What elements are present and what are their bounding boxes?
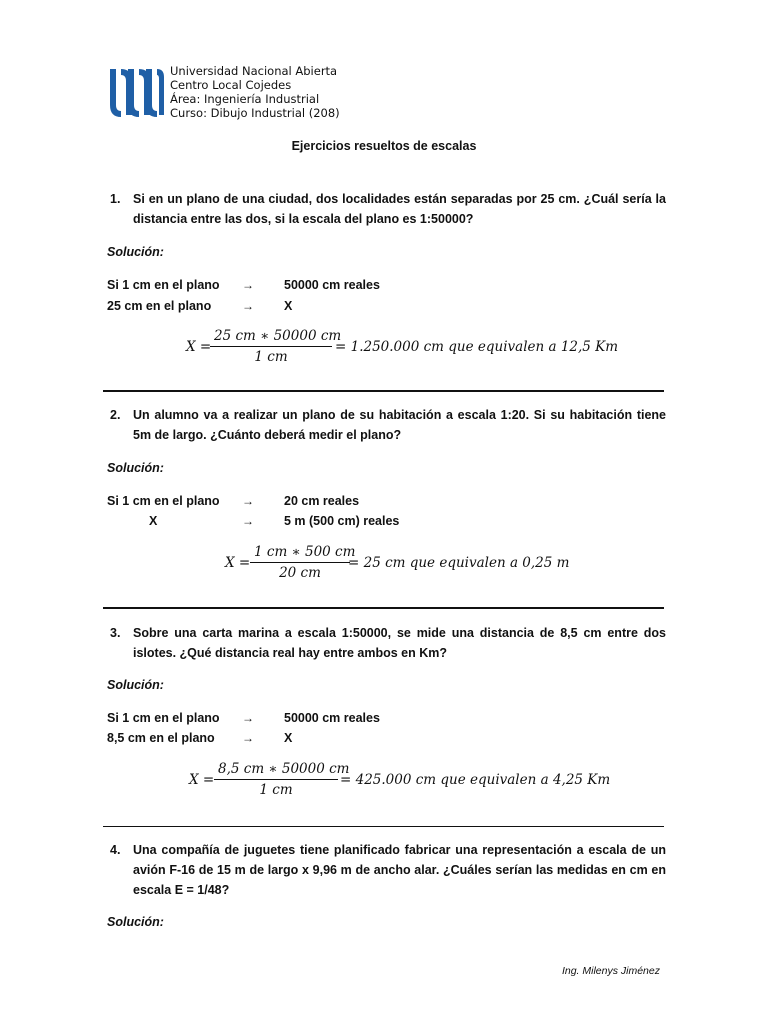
problem-text: Sobre una carta marina a escala 1:50000, se mide una distancia de 8,5 cm entre dos islotes. ¿Qué distancia real hay entre ambos en Km? [133, 626, 666, 660]
solution-label: Solución: [107, 461, 164, 475]
rule-row-right: X [284, 731, 293, 745]
problem-number: 4. [110, 843, 121, 857]
section-divider [103, 826, 664, 827]
rule-row-left: Si 1 cm en el plano [107, 711, 220, 725]
problem-number: 1. [110, 192, 121, 206]
problem-2 [110, 405, 666, 445]
rule-row-right: 5 m (500 cm) reales [284, 514, 400, 528]
problem-text: Una compañía de juguetes tiene planificado fabricar una representación a escala de un avión F-16 de 15 m de largo x 9,96 m de ancho alar. ¿Cuáles serían las medidas en cm en escala E = 1/48? [133, 843, 666, 897]
rule-row-left: Si 1 cm en el plano [107, 494, 220, 508]
document-title: Ejercicios resueltos de escalas [291, 139, 477, 153]
rule-row-left: 8,5 cm en el plano [107, 731, 215, 745]
equation-result: = 425.000 cm que equivalen a 4,25 Km [340, 772, 611, 788]
arrow-icon: → [242, 731, 254, 745]
equation-lhs: X = [225, 555, 251, 571]
problem-text: Si en un plano de una ciudad, dos localidades están separadas por 25 cm. ¿Cuál sería la distancia entre las dos, si la escala del plano es 1:50000? [133, 192, 666, 226]
rule-row-right: 20 cm reales [284, 494, 360, 508]
rule-row-left: Si 1 cm en el plano [107, 278, 220, 292]
equation-result: = 25 cm que equivalen a 0,25 m [348, 555, 570, 571]
problem-1 [110, 189, 666, 229]
problem-text: Un alumno va a realizar un plano de su habitación a escala 1:20. Si su habitación tiene 5m de largo. ¿Cuánto deberá medir el plano? [133, 408, 666, 442]
problem-number: 3. [110, 626, 121, 640]
rule-row-right: 50000 cm reales [284, 711, 380, 725]
arrow-icon: → [242, 494, 254, 508]
fraction-denominator: 20 cm [279, 565, 321, 581]
rule-row-left: X [149, 514, 158, 528]
section-divider [103, 607, 664, 609]
university-name: Universidad Nacional Abierta [170, 64, 338, 78]
equation-fraction [210, 328, 342, 365]
fraction-numerator: 25 cm ∗ 50000 cm [210, 328, 332, 347]
rule-row-right: X [284, 299, 293, 313]
fraction-denominator: 1 cm [259, 782, 293, 798]
arrow-icon: → [242, 278, 254, 292]
equation-fraction [214, 761, 350, 798]
solution-label: Solución: [107, 678, 164, 692]
university-logo [108, 65, 165, 119]
solution-label: Solución: [107, 915, 164, 929]
equation-lhs: X = [186, 339, 212, 355]
arrow-icon: → [242, 514, 254, 528]
fraction-numerator: 8,5 cm ∗ 50000 cm [214, 761, 338, 780]
rule-row-left: 25 cm en el plano [107, 299, 212, 313]
problem-4 [110, 840, 666, 900]
equation-result: = 1.250.000 cm que equivalen a 12,5 Km [335, 339, 619, 355]
author-footer: Ing. Milenys Jiménez [561, 965, 660, 977]
section-divider [103, 390, 664, 392]
local-center: Centro Local Cojedes [170, 78, 292, 92]
problem-3 [110, 623, 666, 663]
fraction-numerator: 1 cm ∗ 500 cm [250, 544, 350, 563]
equation-fraction [250, 544, 356, 581]
fraction-denominator: 1 cm [254, 349, 288, 365]
solution-label: Solución: [107, 245, 164, 259]
institution-info [170, 64, 340, 120]
problem-number: 2. [110, 408, 121, 422]
equation-lhs: X = [189, 772, 215, 788]
course-line: Curso: Dibujo Industrial (208) [170, 106, 340, 120]
area-line: Área: Ingeniería Industrial [170, 92, 320, 106]
rule-row-right: 50000 cm reales [284, 278, 380, 292]
arrow-icon: → [242, 711, 254, 725]
arrow-icon: → [242, 299, 254, 313]
